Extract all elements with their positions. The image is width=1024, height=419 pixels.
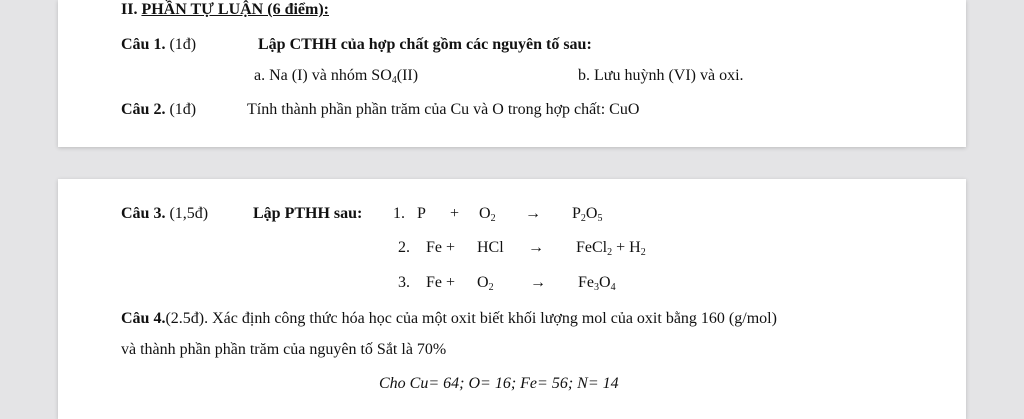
q4-text-1: Xác định công thức hóa học của một oxit biết khối lượng mol của oxit bằng 160 (g/mol) — [212, 310, 777, 327]
section-heading — [121, 0, 329, 20]
q4-line-2: và thành phần phần trăm của nguyên tố Sắt là 70% — [121, 341, 447, 358]
eq1-arrow: → — [525, 205, 541, 222]
eq1-reactant-2: $O_2$ — [479, 205, 496, 224]
section-title: PHẦN TỰ LUẬN (6 điểm): — [141, 1, 329, 18]
eq1-number: 1. — [393, 205, 405, 222]
eq2-reactant-2: HCl — [477, 239, 504, 256]
q1-label-group — [121, 35, 196, 55]
eq3-arrow: → — [530, 274, 546, 291]
q4-label: Câu 4. — [121, 310, 166, 327]
q3-label-group — [121, 204, 208, 224]
q4-given-masses: Cho Cu= 64; O= 16; Fe= 56; N= 14 — [379, 375, 619, 392]
eq3-number: 3. — [398, 274, 410, 291]
eq3-product: $Fe_3O_4$ — [578, 274, 616, 293]
eq3-reactant-2: $O_2$ — [477, 274, 494, 293]
eq2-arrow: → — [528, 239, 544, 256]
q4-line-1 — [121, 309, 777, 329]
eq1-product: $P_2O_5$ — [572, 205, 603, 224]
eq2-number: 2. — [398, 239, 410, 256]
q3-points: (1,5đ) — [169, 205, 209, 222]
q1-option-b: b. Lưu huỳnh (VI) và oxi. — [578, 67, 744, 84]
q1-label: Câu 1. — [121, 36, 166, 53]
eq2-products: FeCl$_2$ + $H_2$ — [576, 239, 646, 258]
question-card-top — [58, 0, 966, 147]
section-roman: II. — [121, 1, 138, 18]
q4-points: (2.5đ). — [165, 310, 209, 327]
eq2-reactant-1: Fe + — [426, 239, 456, 256]
eq3-reactant-1: Fe + — [426, 274, 456, 291]
q1-option-a: a. Na (I) và nhóm $SO_4(II)$ — [254, 67, 419, 86]
q1-points: (1đ) — [169, 36, 197, 53]
q2-text: Tính thành phần phần trăm của Cu và O trong hợp chất: CuO — [247, 101, 640, 118]
q3-prompt: Lập PTHH sau: — [253, 205, 363, 222]
q2-points: (1đ) — [169, 101, 197, 118]
q2-label-group — [121, 100, 196, 120]
q1-prompt: Lập CTHH của hợp chất gồm các nguyên tố sau: — [258, 36, 592, 53]
q3-label: Câu 3. — [121, 205, 166, 222]
eq1-plus: + — [450, 205, 460, 222]
eq1-reactant-1: P — [417, 205, 426, 222]
q2-label: Câu 2. — [121, 101, 166, 118]
